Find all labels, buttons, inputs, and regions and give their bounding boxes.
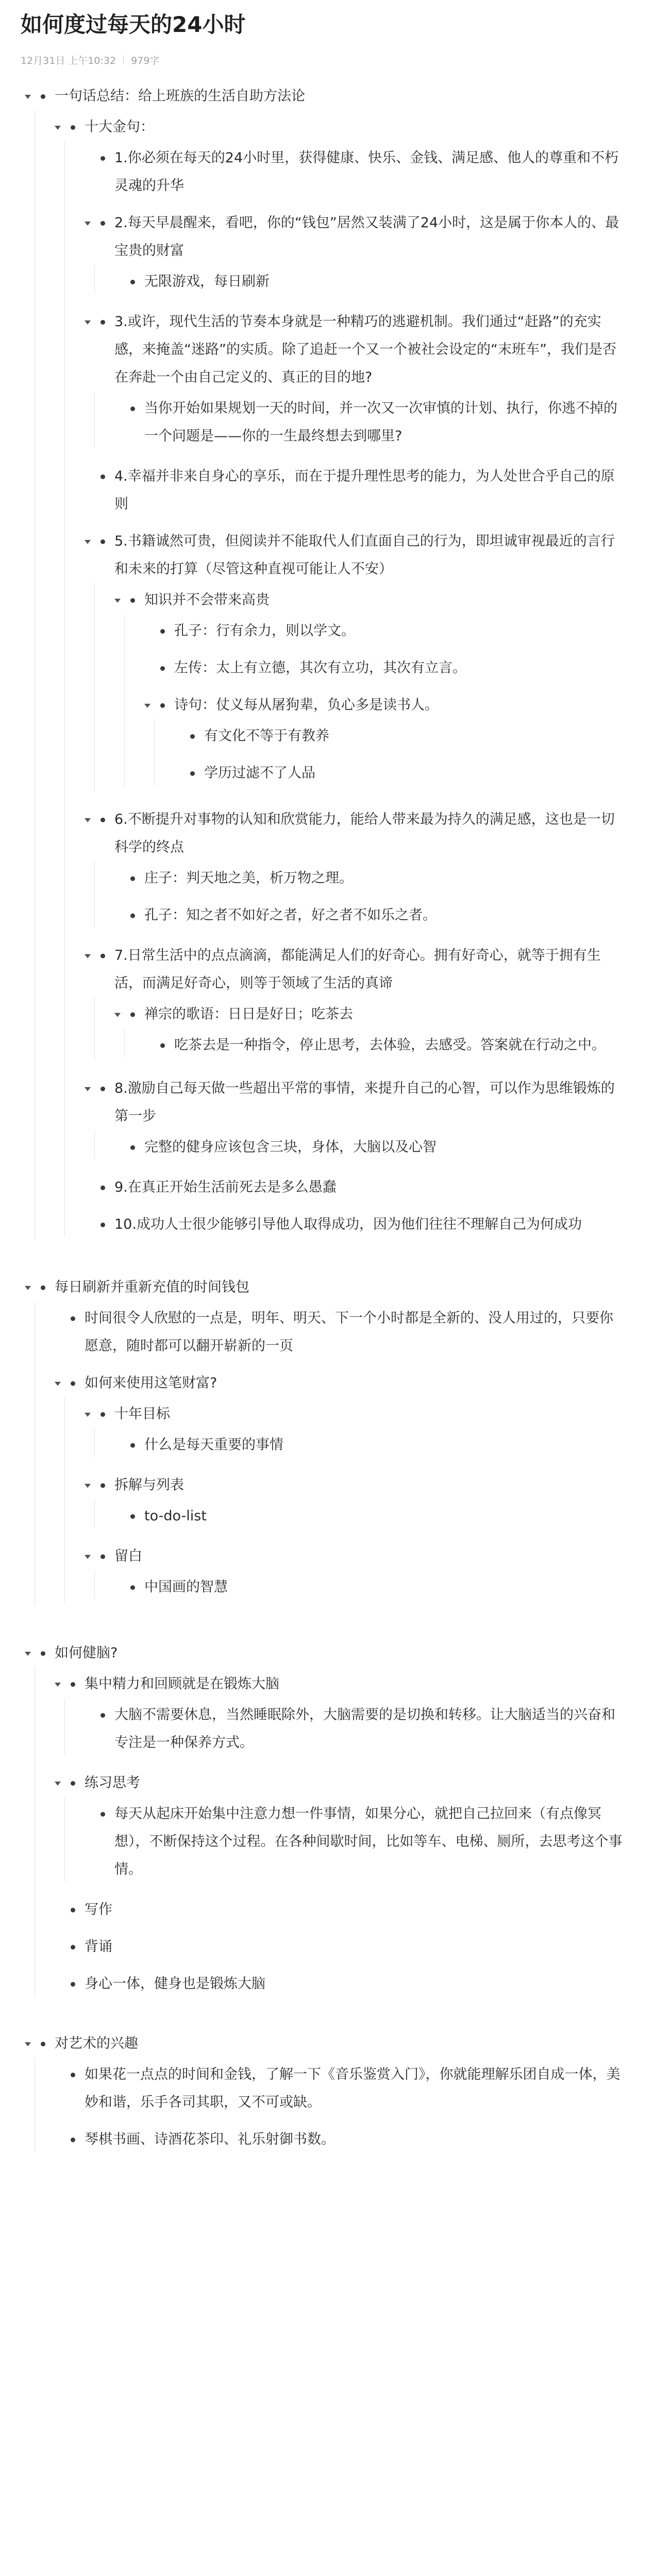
- outline-node: [80, 1800, 633, 1884]
- bullet-dot-icon[interactable]: [155, 617, 170, 645]
- outline-item-text[interactable]: 知识并不会带来高贵: [144, 592, 270, 608]
- outline-row[interactable]: [80, 209, 633, 265]
- outline-children: [140, 614, 633, 793]
- outline-row[interactable]: [51, 1304, 633, 1360]
- outline-row[interactable]: [80, 942, 633, 997]
- outline-item-text[interactable]: 庄子：判天地之美，析万物之理。: [144, 870, 353, 886]
- outline-item-text[interactable]: 1.你必须在每天的24小时里，获得健康、快乐、金钱、满足感、他人的尊重和不朽灵魂的升华: [114, 150, 619, 194]
- outline-node: [51, 1970, 633, 1998]
- outline-row[interactable]: [110, 1573, 633, 1601]
- outline-item-text[interactable]: 练习思考: [85, 1775, 140, 1791]
- bullet-dot-icon[interactable]: [35, 1274, 51, 1301]
- bullet-dot-icon[interactable]: [125, 395, 140, 422]
- outline-item-text[interactable]: 琴棋书画、诗酒花茶印、礼乐射御书数。: [85, 2131, 335, 2147]
- outline-node: [110, 1001, 633, 1062]
- outline-node: [80, 1211, 633, 1239]
- outline-children: [80, 141, 633, 1242]
- outline-item-text[interactable]: 如果花一点点的时间和金钱，了解一下《音乐鉴赏入门》，你就能理解乐团自成一体，美妙和谐，乐手各司其职，又不可或缺。: [85, 2066, 621, 2110]
- bullet-dot-icon[interactable]: [95, 144, 110, 172]
- bullet-dot-icon[interactable]: [95, 308, 110, 336]
- meta-divider: [123, 56, 124, 64]
- outline-item-text[interactable]: 拆解与列表: [114, 1477, 184, 1493]
- bullet-dot-icon[interactable]: [95, 942, 110, 970]
- outline-children: [51, 1301, 633, 1611]
- outline-node: [110, 395, 633, 450]
- outline-node: [51, 1670, 633, 1760]
- outline-node: [21, 1274, 633, 1611]
- outline-row[interactable]: [140, 691, 633, 719]
- outline-row[interactable]: [110, 865, 633, 892]
- outline-row[interactable]: [80, 1543, 633, 1570]
- outline-node: [80, 463, 633, 518]
- collapse-toggle-icon[interactable]: [80, 1400, 95, 1428]
- outline-row[interactable]: [110, 1431, 633, 1459]
- bullet-dot-icon[interactable]: [95, 1800, 110, 1828]
- outline-children: [80, 1797, 633, 1887]
- outline-row[interactable]: [140, 617, 633, 645]
- bullet-dot-icon[interactable]: [95, 1471, 110, 1499]
- bullet-dot-icon[interactable]: [155, 654, 170, 682]
- toggle-spacer: [80, 1174, 95, 1201]
- collapse-toggle-icon[interactable]: [21, 1639, 35, 1667]
- outline-row[interactable]: [170, 759, 633, 787]
- outline-item-text[interactable]: 如何健脑?: [55, 1645, 118, 1661]
- toggle-spacer: [110, 1431, 125, 1459]
- outline-node: [110, 586, 633, 793]
- outline-node: [80, 1400, 633, 1462]
- doc-date: 12月31日 上午10:32: [21, 55, 116, 66]
- outline-row[interactable]: [51, 1896, 633, 1924]
- bullet-dot-icon[interactable]: [65, 1970, 80, 1998]
- outline-item-text[interactable]: 左传：太上有立德，其次有立功，其次有立言。: [174, 660, 466, 676]
- outline-item-text[interactable]: 每日刷新并重新充值的时间钱包: [55, 1279, 249, 1295]
- outline-row[interactable]: [80, 1701, 633, 1757]
- collapse-toggle-icon[interactable]: [80, 1471, 95, 1499]
- outline-row[interactable]: [21, 2030, 633, 2058]
- outline-node: [51, 1369, 633, 1607]
- bullet-dot-icon[interactable]: [125, 1573, 140, 1601]
- outline-node: [51, 2061, 633, 2116]
- outline-row[interactable]: [80, 308, 633, 392]
- outline-row[interactable]: [140, 1031, 633, 1059]
- outline-children: [110, 1570, 633, 1604]
- bullet-dot-icon[interactable]: [125, 902, 140, 929]
- outline-item-text[interactable]: 中国画的智慧: [144, 1579, 228, 1595]
- outline-row[interactable]: [80, 463, 633, 518]
- toggle-spacer: [51, 1896, 65, 1924]
- bullet-dot-icon[interactable]: [95, 528, 110, 555]
- outline-row[interactable]: [51, 1769, 633, 1797]
- outline-item-text[interactable]: 如何来使用这笔财富?: [85, 1375, 217, 1391]
- outline-row[interactable]: [110, 902, 633, 929]
- outline-item-text[interactable]: 身心一体，健身也是锻炼大脑: [85, 1976, 265, 1992]
- toggle-spacer: [110, 902, 125, 929]
- outline-children: [51, 2058, 633, 2157]
- outline-node: [51, 2126, 633, 2154]
- outline-node: [80, 1701, 633, 1757]
- bullet-dot-icon[interactable]: [65, 1933, 80, 1961]
- outline-item-text[interactable]: 诗句：仗义每从屠狗辈，负心多是读书人。: [174, 697, 439, 713]
- outline-node: [110, 1431, 633, 1459]
- bullet-dot-icon[interactable]: [65, 1769, 80, 1797]
- outline-item-text[interactable]: 无限游戏，每日刷新: [144, 274, 270, 290]
- outline-row[interactable]: [110, 1502, 633, 1530]
- bullet-dot-icon[interactable]: [125, 1001, 140, 1028]
- bullet-dot-icon[interactable]: [125, 1133, 140, 1161]
- outline-item-text[interactable]: 8.激励自己每天做一些超出平常的事情，来提升自己的心智，可以作为思维锻炼的第一步: [114, 1080, 615, 1124]
- toggle-spacer: [80, 144, 95, 172]
- outline-children: [110, 997, 633, 1065]
- collapse-toggle-icon[interactable]: [51, 1369, 65, 1397]
- outline-item-text[interactable]: 写作: [85, 1902, 112, 1918]
- bullet-dot-icon[interactable]: [95, 209, 110, 237]
- outline-row[interactable]: [80, 1471, 633, 1499]
- outline-row[interactable]: [51, 1970, 633, 1998]
- outline-row[interactable]: [170, 722, 633, 750]
- bullet-dot-icon[interactable]: [185, 722, 200, 750]
- toggle-spacer: [51, 2061, 65, 2089]
- outline-row[interactable]: [140, 654, 633, 682]
- outline-node: [80, 806, 633, 933]
- outline-row[interactable]: [21, 1639, 633, 1667]
- outline-row[interactable]: [110, 268, 633, 296]
- outline-item-text[interactable]: 集中精力和回顾就是在锻炼大脑: [85, 1676, 279, 1692]
- outline-node: [21, 2030, 633, 2157]
- outline-node: [51, 1933, 633, 1961]
- bullet-dot-icon[interactable]: [125, 1431, 140, 1459]
- outline-item-text[interactable]: 4.幸福并非来自身心的享乐，而在于提升理性思考的能力，为人处世合乎自己的原则: [114, 468, 615, 512]
- toggle-spacer: [140, 1031, 155, 1059]
- outline-children: [80, 1698, 633, 1760]
- outline-row[interactable]: [80, 144, 633, 200]
- outline-row[interactable]: [80, 1075, 633, 1130]
- outline-row[interactable]: [80, 528, 633, 583]
- outline-item-text[interactable]: 十年目标: [114, 1406, 170, 1422]
- bullet-dot-icon[interactable]: [65, 1369, 80, 1397]
- outline-item-text[interactable]: 7.日常生活中的点点滴滴，都能满足人们的好奇心。拥有好奇心，就等于拥有生活，而满足好奇心，则等于领域了生活的真谛: [114, 947, 601, 991]
- toggle-spacer: [80, 463, 95, 490]
- outline-node: [51, 1769, 633, 1887]
- bullet-dot-icon[interactable]: [155, 1031, 170, 1059]
- toggle-spacer: [51, 2126, 65, 2154]
- outline-node: [80, 209, 633, 299]
- outline-node: [110, 1502, 633, 1530]
- toggle-spacer: [140, 654, 155, 682]
- bullet-dot-icon[interactable]: [95, 1075, 110, 1103]
- collapse-toggle-icon[interactable]: [80, 308, 95, 336]
- outline-item-text[interactable]: 禅宗的歌语：日日是好日；吃茶去: [144, 1006, 353, 1022]
- outline-children: [110, 583, 633, 796]
- toggle-spacer: [51, 1933, 65, 1961]
- collapse-toggle-icon[interactable]: [80, 806, 95, 834]
- bullet-dot-icon[interactable]: [35, 82, 51, 110]
- outline-node: [80, 1075, 633, 1164]
- outline-children: [110, 1130, 633, 1164]
- collapse-toggle-icon[interactable]: [110, 586, 125, 614]
- outline-node: [110, 1133, 633, 1161]
- outline-row[interactable]: [110, 1001, 633, 1028]
- outline-node: [110, 268, 633, 296]
- bullet-dot-icon[interactable]: [125, 586, 140, 614]
- outline-row[interactable]: [80, 806, 633, 861]
- outline-row[interactable]: [51, 1933, 633, 1961]
- outline-children: [51, 1667, 633, 2001]
- outline-item-text[interactable]: 一句话总结：给上班族的生活自助方法论: [55, 88, 305, 104]
- outline-node: [80, 1471, 633, 1533]
- outline-node: [110, 1573, 633, 1601]
- outline-node: [140, 617, 633, 645]
- outline-item-text[interactable]: 吃茶去是一种指令，停止思考，去体验，去感受。答案就在行动之中。: [174, 1037, 606, 1053]
- toggle-spacer: [110, 268, 125, 296]
- toggle-spacer: [170, 722, 185, 750]
- outline-node: [140, 654, 633, 682]
- collapse-toggle-icon[interactable]: [80, 1075, 95, 1103]
- outline-row[interactable]: [51, 2126, 633, 2154]
- outline-node: [170, 722, 633, 750]
- toggle-spacer: [110, 865, 125, 892]
- outline-item-text[interactable]: 大脑不需要休息，当然睡眠除外，大脑需要的是切换和转移。让大脑适当的兴奋和专注是一种保养方式。: [114, 1707, 615, 1751]
- outline-item-text[interactable]: 背诵: [85, 1939, 112, 1955]
- outline-children: [110, 392, 633, 453]
- bullet-dot-icon[interactable]: [95, 1211, 110, 1239]
- outline-node: [110, 865, 633, 892]
- toggle-spacer: [110, 395, 125, 422]
- outline-item-text[interactable]: 十大金句：: [85, 119, 154, 135]
- outline-node: [21, 82, 633, 1245]
- bullet-dot-icon[interactable]: [65, 1896, 80, 1924]
- outline-item-text[interactable]: 3.或许，现代生活的节奏本身就是一种精巧的逃避机制。我们通过“赶路”的充实感，来掩盖“迷路”的实质。除了追赶一个又一个被社会设定的“末班车”，我们是否在奔赴一个由自己定义的、真正的目的地?: [114, 314, 616, 385]
- bullet-dot-icon[interactable]: [35, 2030, 51, 2058]
- toggle-spacer: [110, 1133, 125, 1161]
- outline-children: [80, 1397, 633, 1607]
- outline-row[interactable]: [110, 395, 633, 450]
- bullet-dot-icon[interactable]: [65, 1670, 80, 1698]
- collapse-toggle-icon[interactable]: [21, 1274, 35, 1301]
- outline-row[interactable]: [51, 2061, 633, 2116]
- outline-row[interactable]: [51, 113, 633, 141]
- outline-children: [110, 1428, 633, 1462]
- toggle-spacer: [80, 1701, 95, 1729]
- outline-row[interactable]: [110, 1133, 633, 1161]
- outline-node: [80, 1174, 633, 1201]
- outline-item-text[interactable]: 时间很令人欣慰的一点是，明年、明天、下一个小时都是全新的、没人用过的，只要你愿意，随时都可以翻开崭新的一页: [85, 1310, 613, 1354]
- collapse-toggle-icon[interactable]: [21, 82, 35, 110]
- outline-item-text[interactable]: 每天从起床开始集中注意力想一件事情，如果分心，就把自己拉回来（有点像冥想），不断保持这个过程。在各种间歇时间，比如等车、电梯、厕所，去思考这个事情。: [114, 1806, 623, 1877]
- collapse-toggle-icon[interactable]: [110, 1001, 125, 1028]
- outline-node: [140, 1031, 633, 1059]
- toggle-spacer: [140, 617, 155, 645]
- collapse-toggle-icon[interactable]: [80, 209, 95, 237]
- outline-row[interactable]: [51, 1369, 633, 1397]
- outline-item-text[interactable]: 有文化不等于有教养: [204, 728, 329, 744]
- bullet-dot-icon[interactable]: [65, 2126, 80, 2154]
- outline-node: [80, 1543, 633, 1604]
- outline-node: [110, 902, 633, 929]
- outline-node: [51, 1304, 633, 1360]
- bullet-dot-icon[interactable]: [95, 463, 110, 490]
- outline-node: [140, 691, 633, 790]
- doc-word-count: 979字: [131, 55, 160, 66]
- outline-item-text[interactable]: 9.在真正开始生活前死去是多么愚蠢: [114, 1179, 337, 1195]
- bullet-dot-icon[interactable]: [125, 268, 140, 296]
- outline-item-text[interactable]: 留白: [114, 1548, 142, 1564]
- outline-node: [51, 1896, 633, 1924]
- toggle-spacer: [51, 1304, 65, 1332]
- collapse-toggle-icon[interactable]: [51, 113, 65, 141]
- collapse-toggle-icon[interactable]: [21, 2030, 35, 2058]
- outline-row[interactable]: [51, 1670, 633, 1698]
- outline-children: [140, 1028, 633, 1062]
- outline-item-text[interactable]: 孔子：行有余力，则以学文。: [174, 623, 355, 639]
- outline-node: [80, 144, 633, 200]
- outline-children: [51, 110, 633, 1245]
- collapse-toggle-icon[interactable]: [80, 1543, 95, 1570]
- toggle-spacer: [170, 759, 185, 787]
- outline-children: [110, 861, 633, 933]
- toggle-spacer: [51, 1970, 65, 1998]
- outline-item-text[interactable]: 对艺术的兴趣: [55, 2036, 138, 2052]
- collapse-toggle-icon[interactable]: [51, 1670, 65, 1698]
- bullet-dot-icon[interactable]: [95, 1543, 110, 1570]
- outline-children: [170, 719, 633, 790]
- bullet-dot-icon[interactable]: [125, 865, 140, 892]
- outline-item-text[interactable]: 完整的健身应该包含三块，身体，大脑以及心智: [144, 1139, 437, 1155]
- bullet-dot-icon[interactable]: [35, 1639, 51, 1667]
- outline-row[interactable]: [21, 1274, 633, 1301]
- outline-item-text[interactable]: 2.每天早晨醒来，看吧，你的“钱包”居然又装满了24小时，这是属于你本人的、最宝贵的财富: [114, 215, 619, 259]
- outline-row[interactable]: [80, 1800, 633, 1884]
- outline-node: [80, 308, 633, 453]
- bullet-dot-icon[interactable]: [185, 759, 200, 787]
- outline-node: [170, 759, 633, 787]
- outline-item-text[interactable]: 学历过滤不了人品: [204, 765, 315, 781]
- toggle-spacer: [110, 1502, 125, 1530]
- outline-row[interactable]: [80, 1400, 633, 1428]
- outline-item-text[interactable]: 6.不断提升对事物的认知和欣赏能力，能给人带来最为持久的满足感，这也是一切科学的终点: [114, 811, 615, 855]
- outline-row[interactable]: [110, 586, 633, 614]
- bullet-dot-icon[interactable]: [65, 113, 80, 141]
- bullet-dot-icon[interactable]: [65, 2061, 80, 2089]
- toggle-spacer: [80, 1211, 95, 1239]
- outline-node: [21, 1639, 633, 2001]
- outline-row[interactable]: [21, 82, 633, 110]
- bullet-dot-icon[interactable]: [95, 1400, 110, 1428]
- outline-row[interactable]: [80, 1174, 633, 1201]
- outline-item-text[interactable]: 5.书籍诚然可贵，但阅读并不能取代人们直面自己的行为，即坦诚审视最近的言行和未来的打算（尽管这种直视可能让人不安）: [114, 533, 615, 577]
- bullet-dot-icon[interactable]: [125, 1502, 140, 1530]
- outline-item-text[interactable]: to-do-list: [144, 1508, 207, 1524]
- bullet-dot-icon[interactable]: [95, 806, 110, 834]
- collapse-toggle-icon[interactable]: [80, 942, 95, 970]
- collapse-toggle-icon[interactable]: [140, 691, 155, 719]
- doc-meta: [21, 50, 633, 69]
- outline-row[interactable]: [80, 1211, 633, 1239]
- toggle-spacer: [80, 1800, 95, 1828]
- outline-item-text[interactable]: 当你开始如果规划一天的时间，并一次又一次审慎的计划、执行，你逃不掉的一个问题是——你的一生最终想去到哪里?: [144, 400, 617, 444]
- outline-item-text[interactable]: 孔子：知之者不如好之者，好之者不如乐之者。: [144, 907, 437, 923]
- bullet-dot-icon[interactable]: [95, 1174, 110, 1201]
- collapse-toggle-icon[interactable]: [51, 1769, 65, 1797]
- outline-item-text[interactable]: 10.成功人士很少能够引导他人取得成功，因为他们往往不理解自己为何成功: [114, 1216, 582, 1232]
- outline-children: [110, 265, 633, 299]
- bullet-dot-icon[interactable]: [155, 691, 170, 719]
- outline-item-text[interactable]: 什么是每天重要的事情: [144, 1437, 283, 1453]
- bullet-dot-icon[interactable]: [95, 1701, 110, 1729]
- outline-node: [80, 528, 633, 796]
- bullet-dot-icon[interactable]: [65, 1304, 80, 1332]
- page-title: 如何度过每天的24小时: [21, 12, 246, 37]
- toggle-spacer: [110, 1573, 125, 1601]
- outline-tree: [21, 82, 633, 2157]
- outline-node: [80, 942, 633, 1065]
- collapse-toggle-icon[interactable]: [80, 528, 95, 555]
- outline-children: [110, 1499, 633, 1533]
- outline-node: [51, 113, 633, 1242]
